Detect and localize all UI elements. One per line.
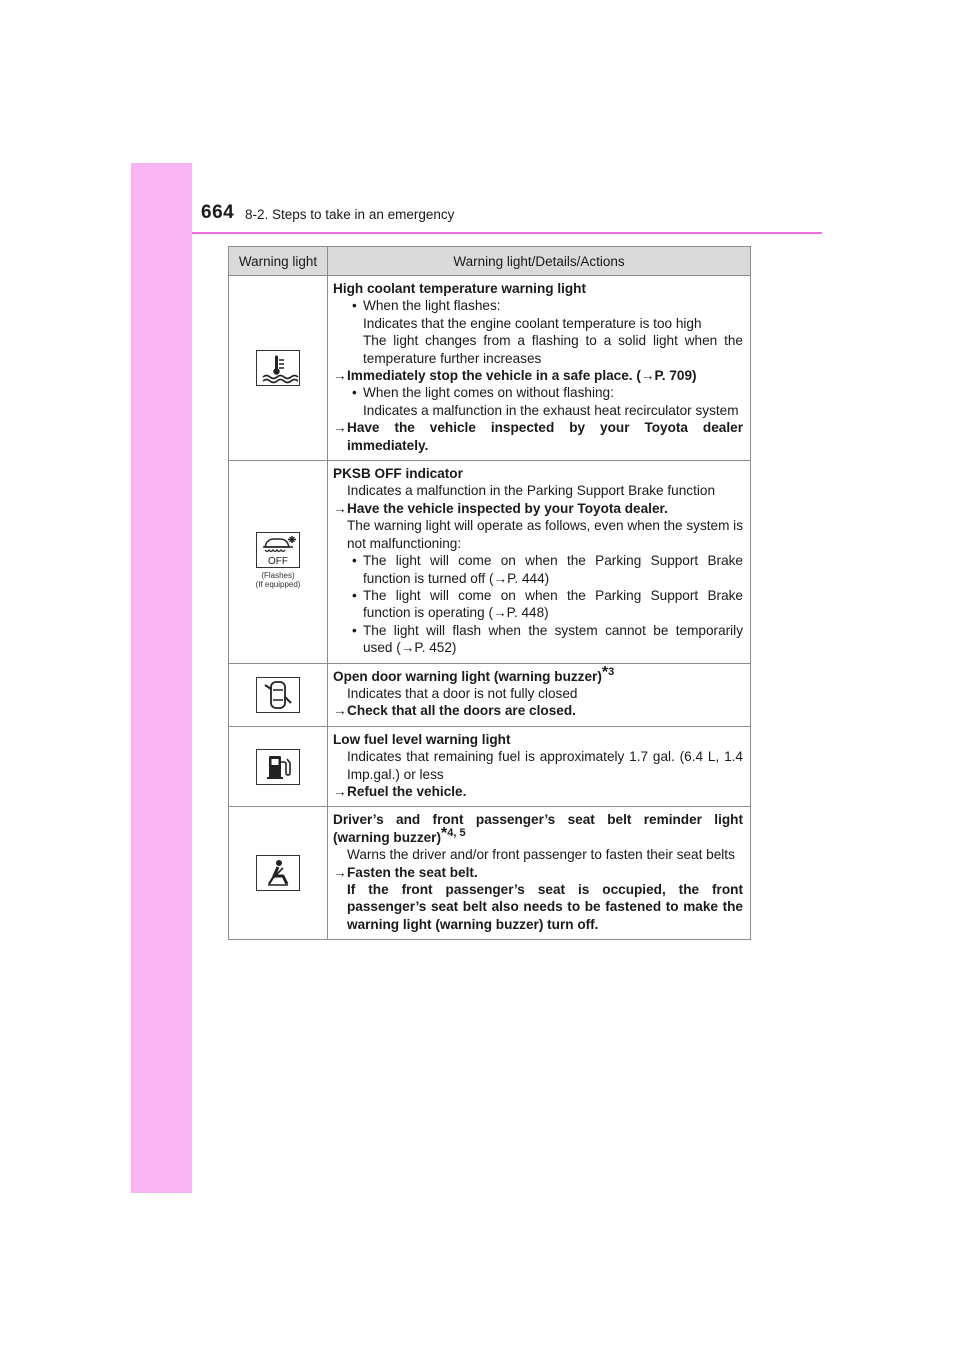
table-row (229, 276, 751, 461)
table-header-row (229, 247, 751, 276)
icon-caption-flashes: (Flashes) (261, 570, 295, 580)
detail-text: Indicates a malfunction in the exhaust heat recirculator system (363, 402, 739, 418)
arrow-glyph: → (492, 605, 507, 621)
warning-light-table (228, 246, 751, 940)
bullet-text: When the light flashes: (363, 298, 501, 314)
pksb-off-icon (256, 532, 300, 568)
arrow-glyph: → (333, 864, 347, 880)
row-title: Driver’s and front passenger’s seat belt reminder light (warning buzzer) (333, 812, 743, 845)
side-color-band (131, 163, 192, 1193)
details-cell (328, 663, 751, 726)
detail-text: Indicates that the engine coolant temperature is too high (363, 315, 702, 331)
open-door-icon (256, 677, 300, 713)
header-divider (192, 232, 822, 234)
footnote-star: * (441, 824, 448, 842)
details-cell (328, 276, 751, 461)
icon-cell (229, 807, 328, 940)
table-row (229, 461, 751, 663)
arrow-glyph: → (333, 500, 347, 516)
detail-text: Warns the driver and/or front passenger to fasten their seat belts (347, 847, 735, 863)
arrow-glyph: → (400, 640, 415, 656)
table-row (229, 807, 751, 940)
details-cell (328, 726, 751, 807)
detail-text: Indicates that a door is not fully closed (347, 685, 578, 701)
bullet-text: When the light comes on without flashing: (363, 385, 614, 401)
footnote-number: 4, 5 (447, 826, 466, 839)
icon-caption-if-equipped: (If equipped) (255, 580, 301, 590)
arrow-glyph: → (640, 368, 655, 384)
action-text: Have the vehicle inspected by your Toyota dealer. (347, 500, 668, 516)
detail-text: The warning light will operate as follows, even when the system is not malfunctioning: (347, 518, 743, 551)
bullet-text: The light will come on when the Parking Support Brake function is operating ( (363, 587, 743, 621)
page-reference: P. 444) (507, 570, 550, 586)
icon-cell (229, 276, 328, 461)
arrow-glyph: → (333, 703, 347, 719)
section-title: 8-2. Steps to take in an emergency (245, 207, 455, 222)
row-title: PKSB OFF indicator (333, 466, 463, 482)
detail-text: The light changes from a flashing to a solid light when the temperature further increases (363, 333, 743, 366)
action-text: Refuel the vehicle. (347, 783, 467, 799)
row-title: Low fuel level warning light (333, 731, 511, 747)
icon-cell (229, 461, 328, 663)
arrow-glyph: → (333, 368, 347, 384)
arrow-glyph: → (333, 420, 347, 436)
action-text: Fasten the seat belt. (347, 864, 478, 880)
detail-text: Indicates that remaining fuel is approximately 1.7 gal. (6.4 L, 1.4 Imp.gal.) or less (347, 749, 743, 782)
action-detail: If the front passenger’s seat is occupied, the front passenger’s seat belt also needs to be fastened to make the warning light (warning buzzer) turn off. (347, 882, 743, 932)
details-cell (328, 807, 751, 940)
bullet-glyph: • (352, 298, 357, 314)
icon-cell (229, 726, 328, 807)
bullet-glyph: • (352, 622, 357, 638)
fuel-pump-icon (256, 749, 300, 785)
arrow-glyph: → (333, 783, 347, 799)
action-text: Have the vehicle inspected by your Toyota dealer immediately. (347, 420, 743, 453)
seat-belt-icon (256, 855, 300, 891)
footnote-star: * (601, 663, 609, 681)
action-text: Immediately stop the vehicle in a safe place. ( (347, 368, 641, 384)
details-cell (328, 461, 751, 663)
bullet-text: The light will come on when the Parking Support Brake function is turned off ( (363, 553, 743, 586)
row-title: High coolant temperature warning light (333, 281, 587, 296)
page-reference: P. 709) (654, 368, 697, 384)
table-row (229, 663, 751, 726)
high-coolant-temperature-icon (256, 350, 300, 386)
arrow-glyph: → (493, 570, 508, 586)
page-reference: P. 448) (506, 605, 549, 621)
page-number: 664 (201, 202, 235, 223)
action-text: Check that all the doors are closed. (347, 703, 576, 719)
column-header-warning-light: Warning light (229, 247, 328, 276)
footnote-number: 3 (608, 665, 615, 678)
bullet-text: The light will flash when the system cannot be temporarily used ( (363, 622, 743, 656)
bullet-glyph: • (352, 553, 357, 569)
pksb-off-label: OFF (267, 555, 288, 567)
column-header-details: Warning light/Details/Actions (328, 247, 751, 276)
bullet-glyph: • (352, 587, 357, 603)
icon-cell (229, 663, 328, 726)
row-title: Open door warning light (warning buzzer) (333, 668, 602, 684)
bullet-glyph: • (352, 385, 357, 401)
page-reference: P. 452) (414, 640, 457, 656)
table-row (229, 726, 751, 807)
detail-text: Indicates a malfunction in the Parking Support Brake function (347, 483, 716, 499)
